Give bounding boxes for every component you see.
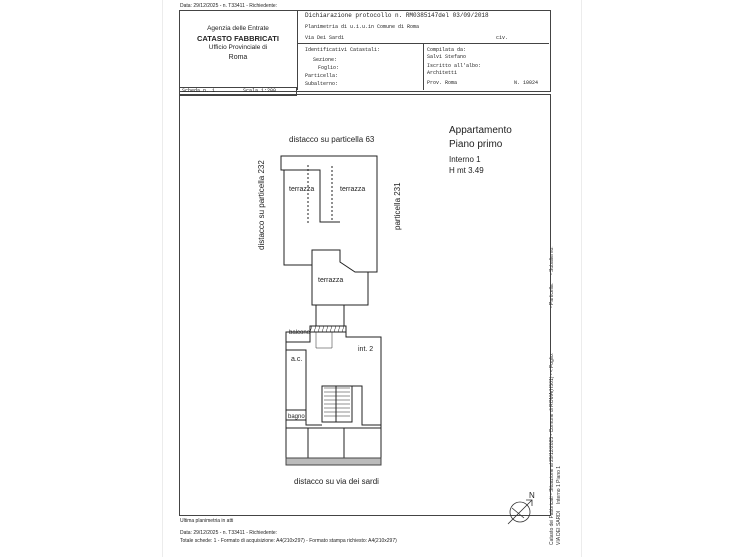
right-margin-subalterno: - Subalterno:	[549, 246, 555, 275]
particella-231-label: particella 231	[393, 182, 402, 230]
north-arrow	[508, 500, 532, 524]
terrace-outline	[281, 156, 377, 272]
right-margin-line1: Catasto dei Fabbricati - Situazione al 29/12/2025 - Comune di ROMA(H501) - < Foglio:	[549, 352, 555, 545]
iscritto-label: Iscritto all'albo:	[427, 63, 482, 69]
catasto-title: CATASTO FABBRICATI	[197, 34, 279, 43]
bagno-label: bagno	[288, 414, 305, 420]
plan-title: Appartamento	[449, 125, 512, 136]
balcony-strip	[310, 326, 346, 332]
scala-label: Scala 1:200	[243, 88, 277, 94]
particella-label: Particella:	[305, 73, 339, 79]
plan-height: H mt 3.49	[449, 166, 484, 175]
distacco-232-label: distacco su particella 232	[257, 160, 266, 250]
sezione-label: Sezione:	[313, 57, 338, 63]
provincia-value: Prov. Roma	[427, 80, 458, 86]
plan-interno: Interno 1	[449, 155, 481, 164]
terrazza-left-label: terrazza	[289, 186, 315, 193]
ac-label: a.c.	[291, 356, 303, 363]
ident-title: Identificativi Catastali:	[305, 47, 381, 53]
top-meta-line: Data: 29/12/2025 - n. T33411 - Richiedente:	[180, 3, 278, 9]
compilatore-name: Salvi Stefano	[427, 54, 467, 60]
scheda-label: Scheda n. 1	[182, 88, 216, 94]
footer-ultima: Ultima planimetria in atti	[180, 518, 234, 524]
agency-name: Agenzia delle Entrate	[207, 25, 269, 32]
balcone-label: balcone	[289, 330, 311, 336]
planimetria-text: Planimetria di u.i.u.in Comune di Roma	[305, 24, 420, 30]
plan-floor: Piano primo	[449, 139, 503, 150]
compilata-label: Compilata da:	[427, 47, 467, 53]
via-sardi-label: distacco su via dei sardi	[294, 477, 379, 486]
ufficio-label: Ufficio Provinciale di	[208, 44, 268, 51]
bottom-band	[286, 458, 381, 465]
civ-text: civ.	[496, 35, 509, 41]
distacco-63-label: distacco su particella 63	[289, 135, 375, 144]
terrazza-middle-label: terrazza	[318, 277, 344, 284]
via-text: Via Dei Sardi	[305, 35, 345, 41]
north-label: N	[529, 491, 535, 500]
terrazza-right-label: terrazza	[340, 186, 366, 193]
right-margin-particella: - Particella:	[549, 282, 555, 308]
foglio-label: Foglio:	[318, 65, 340, 71]
ufficio-city: Roma	[228, 54, 248, 61]
albo-number: N. 10024	[514, 80, 539, 86]
middle-terrace-rail	[316, 305, 344, 326]
subalterno-label: Subalterno:	[305, 81, 339, 87]
int2-label: int. 2	[358, 346, 374, 353]
footer-totale: Totale schede: 1 - Formato di acquisizione: A4(210x297) - Formato stampa richiesto: A4(210x297)	[180, 538, 397, 544]
right-margin-line2b: Interno 1 Piano 1	[556, 465, 562, 504]
albo-value: Architetti	[427, 70, 458, 76]
right-margin-line2: VIA DEI SARDI	[556, 510, 562, 545]
dichiarazione-text: Dichiarazione protocollo n. RM0385147del 03/09/2018	[305, 12, 489, 19]
footer-data: Data: 29/12/2025 - n. T33411 - Richiedente:	[180, 530, 278, 536]
